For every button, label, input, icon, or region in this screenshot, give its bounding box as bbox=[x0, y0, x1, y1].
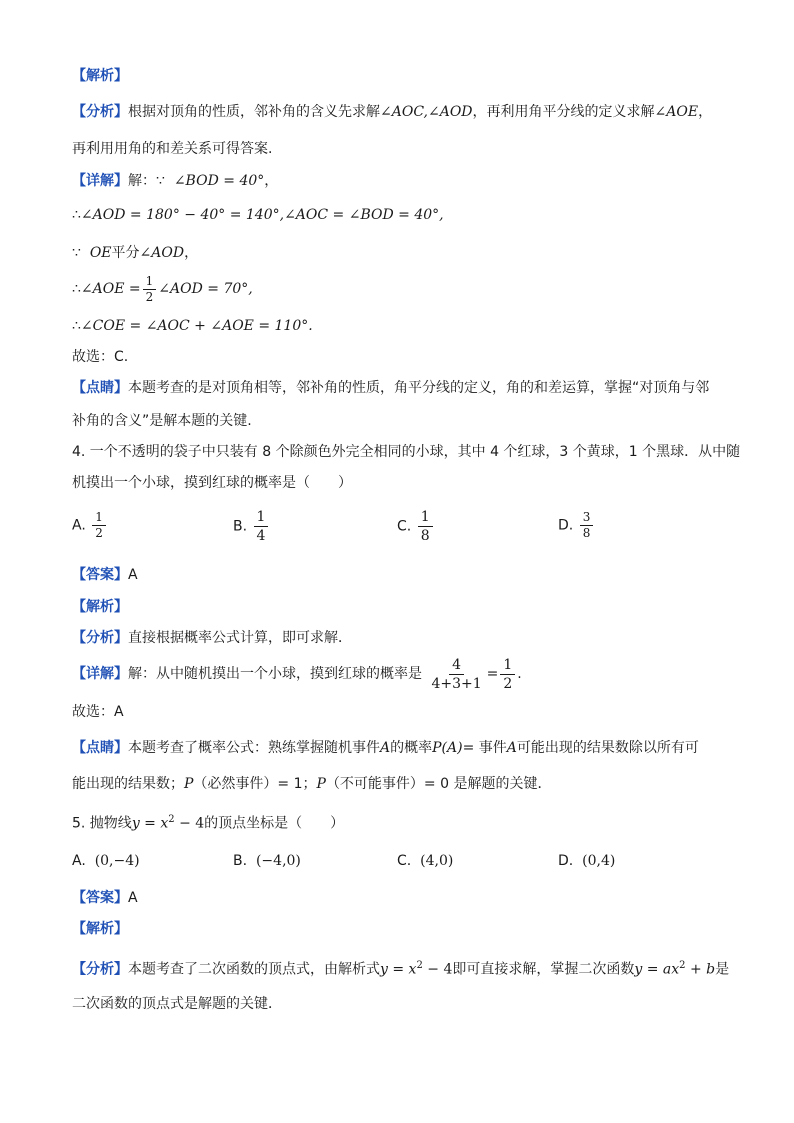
prev-detail-line1 bbox=[72, 171, 278, 191]
text: 直接根据概率公式计算，即可求解． bbox=[128, 630, 352, 646]
q4-comment-line2 bbox=[72, 774, 551, 794]
jiexi-label: 【解析】 bbox=[72, 599, 128, 615]
q5-option-d bbox=[558, 851, 615, 871]
option-value: (0,4) bbox=[582, 853, 616, 869]
jiexi-label: 【解析】 bbox=[72, 68, 128, 84]
math: P bbox=[316, 776, 326, 792]
numerator: 1 bbox=[418, 508, 433, 527]
math: P(A) bbox=[432, 740, 463, 756]
math: ∠AOD bbox=[139, 245, 185, 261]
text: （不可能事件）= 0 是解题的关键． bbox=[325, 776, 552, 792]
math: A bbox=[506, 740, 517, 756]
text: 的顶点坐标是（ ） bbox=[204, 815, 345, 832]
text: 故选：C. bbox=[72, 349, 129, 365]
answer-value: A bbox=[128, 890, 138, 906]
text: 故选：A bbox=[72, 704, 124, 720]
q4-stem-line2 bbox=[72, 473, 352, 493]
denominator: 8 bbox=[420, 528, 430, 544]
text: 机摸出一个小球，摸到红球的概率是（ ） bbox=[72, 475, 352, 491]
numerator: 4 bbox=[449, 656, 464, 675]
q5-jiexi bbox=[72, 919, 128, 939]
option-label: D. bbox=[558, 517, 574, 534]
q5-analysis-line2 bbox=[72, 994, 282, 1014]
prev-analysis-line1 bbox=[72, 102, 712, 122]
q5-option-b bbox=[233, 851, 301, 871]
denominator: 4 bbox=[256, 528, 266, 544]
denominator: 2 bbox=[503, 675, 513, 692]
because-symbol: ∵ bbox=[72, 245, 81, 261]
daan-label: 【答案】 bbox=[72, 890, 128, 906]
exponent: 2 bbox=[679, 960, 686, 971]
option-label: B. bbox=[233, 853, 248, 869]
text: ， bbox=[698, 104, 713, 120]
therefore-symbol: ∴ bbox=[72, 281, 81, 297]
numerator: 3 bbox=[580, 510, 594, 526]
math: y = x bbox=[131, 815, 169, 832]
q4-option-b bbox=[233, 508, 270, 545]
numerator: 1 bbox=[92, 510, 106, 526]
because-symbol: ∵ bbox=[156, 173, 165, 189]
text: 4. 一个不透明的袋子中只装有 8 个除颜色外完全相同的小球，其中 4 个红球，3 个黄球，1 个黑球．从中随 bbox=[72, 444, 741, 460]
math: ∠AOD = 180° − 40° = 140°,∠AOC = ∠BOD = 40°, bbox=[80, 207, 444, 223]
numerator: 1 bbox=[254, 508, 269, 527]
answer-value: A bbox=[128, 567, 138, 583]
section-jiexi-prev bbox=[72, 66, 128, 86]
text: 的概率 bbox=[390, 740, 433, 756]
math: A bbox=[380, 740, 391, 756]
q4-detail bbox=[72, 652, 522, 696]
math: + b bbox=[685, 961, 716, 978]
prev-comment-line2 bbox=[72, 411, 252, 431]
option-fraction bbox=[92, 510, 106, 541]
text: 是 bbox=[715, 961, 730, 978]
text: 二次函数的顶点式是解题的关键． bbox=[72, 996, 282, 1012]
option-fraction bbox=[418, 508, 433, 545]
text: ， bbox=[184, 245, 199, 261]
math: − 4 bbox=[174, 815, 205, 832]
fenxi-label: 【分析】 bbox=[72, 961, 128, 978]
prev-step2 bbox=[72, 205, 444, 225]
fenxi-label: 【分析】 bbox=[72, 630, 128, 646]
dianjing-label: 【点睛】 bbox=[72, 740, 128, 756]
jiexi-label: 【解析】 bbox=[72, 921, 128, 937]
text: 能出现的结果数； bbox=[72, 776, 184, 792]
math: − 4 bbox=[422, 961, 453, 978]
q4-option-a bbox=[72, 510, 108, 541]
math: ∠AOD = 70°, bbox=[158, 281, 253, 297]
numerator: 1 bbox=[143, 274, 157, 290]
math: ∠BOD = 40° bbox=[173, 173, 265, 189]
q4-stem-line1 bbox=[72, 442, 740, 462]
text: ，再利用角平分线的定义求解 bbox=[472, 104, 655, 120]
text: 本题考查了二次函数的顶点式，由解析式 bbox=[128, 961, 380, 978]
prev-step3 bbox=[72, 243, 198, 263]
q5-option-a bbox=[72, 851, 140, 871]
therefore-symbol: ∴ bbox=[72, 207, 81, 223]
math: P bbox=[184, 776, 194, 792]
denominator: 2 bbox=[95, 526, 103, 540]
q4-choice bbox=[72, 702, 124, 722]
q4-comment-line1 bbox=[72, 738, 699, 758]
text: 本题考查的是对顶角相等，邻补角的性质，角平分线的定义，角的和差运算，掌握“对顶角与邻 bbox=[128, 380, 710, 396]
daan-label: 【答案】 bbox=[72, 567, 128, 583]
math: ∠AOC,∠AOD bbox=[380, 104, 473, 120]
xiangjie-label: 【详解】 bbox=[72, 173, 128, 189]
denominator: 8 bbox=[582, 526, 591, 540]
option-value: (−4,0) bbox=[255, 853, 301, 869]
q4-answer bbox=[72, 565, 138, 585]
text: 即可直接求解，掌握二次函数 bbox=[452, 961, 635, 978]
math: y = ax bbox=[634, 961, 680, 978]
prev-choice bbox=[72, 347, 128, 367]
fraction-probability bbox=[428, 656, 484, 693]
option-label: D. bbox=[558, 853, 574, 869]
text: = 事件 bbox=[462, 740, 507, 756]
exponent: 2 bbox=[168, 814, 175, 825]
prev-step5 bbox=[72, 316, 313, 336]
math: ∠COE = ∠AOC + ∠AOE = 110°. bbox=[80, 318, 313, 334]
fraction-one-half bbox=[143, 274, 157, 305]
prev-step4 bbox=[72, 270, 253, 308]
denominator: 2 bbox=[145, 289, 154, 304]
math: ∠AOE = bbox=[80, 281, 141, 297]
prev-analysis-line2 bbox=[72, 139, 272, 159]
dianjing-label: 【点睛】 bbox=[72, 380, 128, 396]
text: 解：从中随机摸出一个小球，摸到红球的概率是 bbox=[128, 666, 422, 682]
option-fraction bbox=[580, 510, 594, 541]
option-label: A. bbox=[72, 517, 86, 534]
text: 5. 抛物线 bbox=[72, 815, 132, 832]
numerator: 1 bbox=[500, 656, 515, 675]
text: ， bbox=[264, 173, 279, 189]
option-label: C. bbox=[397, 518, 412, 535]
therefore-symbol: ∴ bbox=[72, 318, 81, 334]
text: 补角的含义”是解本题的关键. bbox=[72, 413, 252, 429]
text: 可能出现的结果数除以所有可 bbox=[516, 740, 699, 756]
math: y = x bbox=[380, 961, 417, 978]
denominator: 4+3+1 bbox=[431, 675, 482, 692]
option-label: A. bbox=[72, 853, 86, 869]
q5-answer bbox=[72, 888, 138, 908]
option-label: C. bbox=[397, 853, 412, 869]
math: OE bbox=[89, 245, 112, 261]
equals: = bbox=[486, 666, 499, 682]
text: 根据对顶角的性质，邻补角的含义先求解 bbox=[128, 104, 380, 120]
q4-option-c bbox=[397, 508, 435, 545]
fraction-result bbox=[500, 656, 515, 693]
text: . bbox=[517, 666, 522, 682]
q4-option-d bbox=[558, 510, 595, 541]
option-label: B. bbox=[233, 518, 248, 535]
text: 平分 bbox=[111, 245, 140, 261]
option-value: (4,0) bbox=[420, 853, 454, 869]
math: ∠AOE bbox=[654, 104, 699, 120]
option-fraction bbox=[254, 508, 269, 545]
text: 解： bbox=[128, 173, 156, 189]
xiangjie-label: 【详解】 bbox=[72, 666, 128, 682]
q4-analysis bbox=[72, 628, 352, 648]
option-value: (0,−4) bbox=[94, 853, 140, 869]
q5-stem bbox=[72, 810, 344, 834]
q4-jiexi bbox=[72, 597, 128, 617]
prev-comment-line1 bbox=[72, 378, 709, 398]
exponent: 2 bbox=[416, 960, 423, 971]
text: （必然事件）= 1； bbox=[193, 776, 317, 792]
q5-option-c bbox=[397, 851, 453, 871]
fenxi-label: 【分析】 bbox=[72, 104, 128, 120]
text: 再利用用角的和差关系可得答案. bbox=[72, 141, 273, 157]
q5-analysis-line1 bbox=[72, 956, 729, 980]
text: 本题考查了概率公式：熟练掌握随机事件 bbox=[128, 740, 380, 756]
